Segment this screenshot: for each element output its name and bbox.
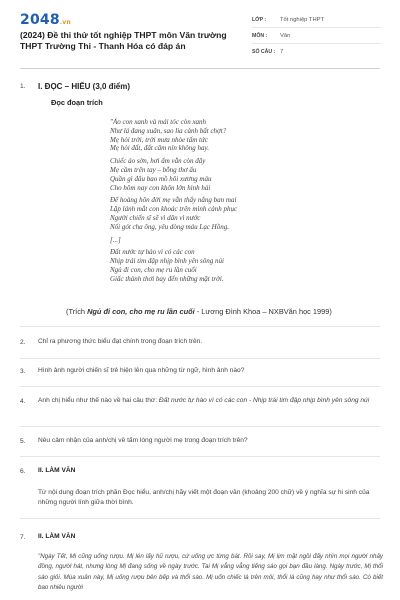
meta-label: MÔN : [252, 32, 268, 39]
reading-subtitle: Đọc đoạn trích [51, 98, 103, 107]
document-meta [252, 12, 382, 60]
question-number: 4. [20, 398, 26, 405]
poem-line: Người chiến sĩ sẽ vì dân vì nước [110, 213, 201, 222]
logo-main: 2048 [20, 12, 60, 28]
citation-title: Ngủ đi con, cho mẹ ru lần cuối [87, 307, 195, 316]
poem-line: Nhịp trái tim đập nhịp bình yên sông núi [110, 257, 224, 266]
essay-excerpt: "Ngày Tết, Mị cũng uống rượu. Mị lén lấy hũ rượu, cứ uống ực từng bát. Rồi say, Mị lịm mặt ngồi đấy nhìn mọi người nhảy đồng, người hát, nhưng lòng Mị đang sống về ngày trước. Tai Mị vẳng vẳng tiếng sáo gọi bạn đầu làng. Ngày trước, Mị thổi sáo giỏi. Mùa xuân này, Mị uống rượu bên bếp và thổi sáo. Mị uốn chiếc lá trên môi, thổi lá cũng hay như thổi sáo. Có biết bao nhiêu người [38, 553, 383, 591]
divider [20, 426, 380, 427]
meta-row-class [252, 12, 382, 28]
meta-row-subject [252, 28, 382, 44]
question-number: 1. [20, 83, 26, 90]
divider [20, 326, 380, 327]
question-number: 2. [20, 339, 26, 346]
question-number: 5. [20, 438, 26, 445]
question-text-prefix: Anh chị hiểu như thế nào về hai câu thơ: [38, 397, 159, 404]
divider [20, 456, 380, 457]
meta-value: 7 [280, 49, 284, 55]
question-number: 3. [20, 368, 26, 375]
header-divider [20, 68, 380, 69]
document-title: (2024) Đề thi thử tốt nghiệp THPT môn Văn trường THPT Trường Thi - Thanh Hóa có đáp án [20, 30, 227, 51]
poem-line: Giấc thành thơi bay đến những mặt trời. [110, 274, 224, 283]
question-text [38, 396, 383, 406]
meta-label: SỐ CÂU : [252, 49, 276, 55]
meta-row-question-count [252, 44, 382, 60]
question-text: Nêu cảm nhận của anh/chị về tấm lòng người mẹ trong đoạn trích trên? [38, 437, 248, 444]
poem-line: Cho hôm nay con khôn lớn hình hài [110, 183, 211, 192]
poem-line: Mẹ hỏi trời, trời mưa nhòe tấm tức [110, 135, 208, 144]
question-quote: Đất nước tự hào vì có các con - Nhịp trái tim đập nhịp bình yên sông núi [158, 397, 370, 404]
citation-prefix: (Trích [66, 307, 88, 316]
poem-line: Ngủ đi con, cho mẹ ru lần cuối [110, 265, 197, 274]
question-text: Chỉ ra phương thức biểu đạt chính trong đoạn trích trên. [38, 338, 203, 345]
poem-line: Lặp lánh mắt con khoác trên mình cảnh phục [110, 205, 238, 214]
section-title-writing: II. LÀM VĂN [38, 467, 76, 474]
poem-line: Nối gót cha ông, yêu dòng máu Lạc Hồng. [110, 222, 229, 231]
meta-value: Tốt nghiệp THPT [280, 16, 325, 23]
poem-line: Để hoàng hôn đời mẹ vẫn thấy nắng ban mai [110, 196, 237, 205]
meta-value: Văn [280, 32, 291, 39]
poem-citation [66, 307, 386, 316]
document-header [0, 0, 400, 62]
site-logo[interactable] [20, 12, 71, 28]
question-number: 6. [20, 468, 26, 475]
poem-line: Mẹ cầm trên tay – bỗng thơ ấu [110, 165, 197, 174]
question-number: 7. [20, 534, 26, 541]
poem-line: Quần gì đâu bao mồ hôi xương máu [110, 174, 212, 183]
poem-line: Chiếc áo sờn, hơi ấm vẫn còn đây [110, 157, 206, 166]
logo-sub: .vn [59, 19, 71, 26]
poem-excerpt [110, 118, 380, 284]
divider [20, 386, 380, 387]
poem-line: Như lá đang xuân, sao lìa cành bất chợt? [110, 126, 227, 135]
section-title-reading: I. ĐỌC – HIỂU (3,0 điểm) [38, 82, 131, 91]
divider [20, 518, 380, 519]
question-text: Hình ảnh người chiến sĩ trẻ hiện lên qua những từ ngữ, hình ảnh nào? [38, 367, 245, 374]
poem-line: Mẹ hỏi đất, đất câm nín không hay. [110, 144, 209, 153]
poem-ellipsis: [...] [110, 235, 121, 244]
poem-line: Đất nước tự hào vì có các con [110, 248, 195, 257]
section-title-writing: II. LÀM VĂN [38, 533, 76, 540]
divider [20, 358, 380, 359]
citation-suffix: - Lương Đình Khoa – NXBVăn học 1999) [194, 307, 332, 316]
question-text: Từ nội dung đoạn trích phần Đọc hiểu, anh/chị hãy viết một đoạn văn (khoảng 200 chữ) về ý nghĩa sự hi sinh của những người lính giữa thời bình. [38, 489, 370, 506]
meta-label: LỚP : [252, 16, 267, 23]
poem-line: "Ảo con xanh và mái tóc còn xanh [110, 118, 207, 126]
